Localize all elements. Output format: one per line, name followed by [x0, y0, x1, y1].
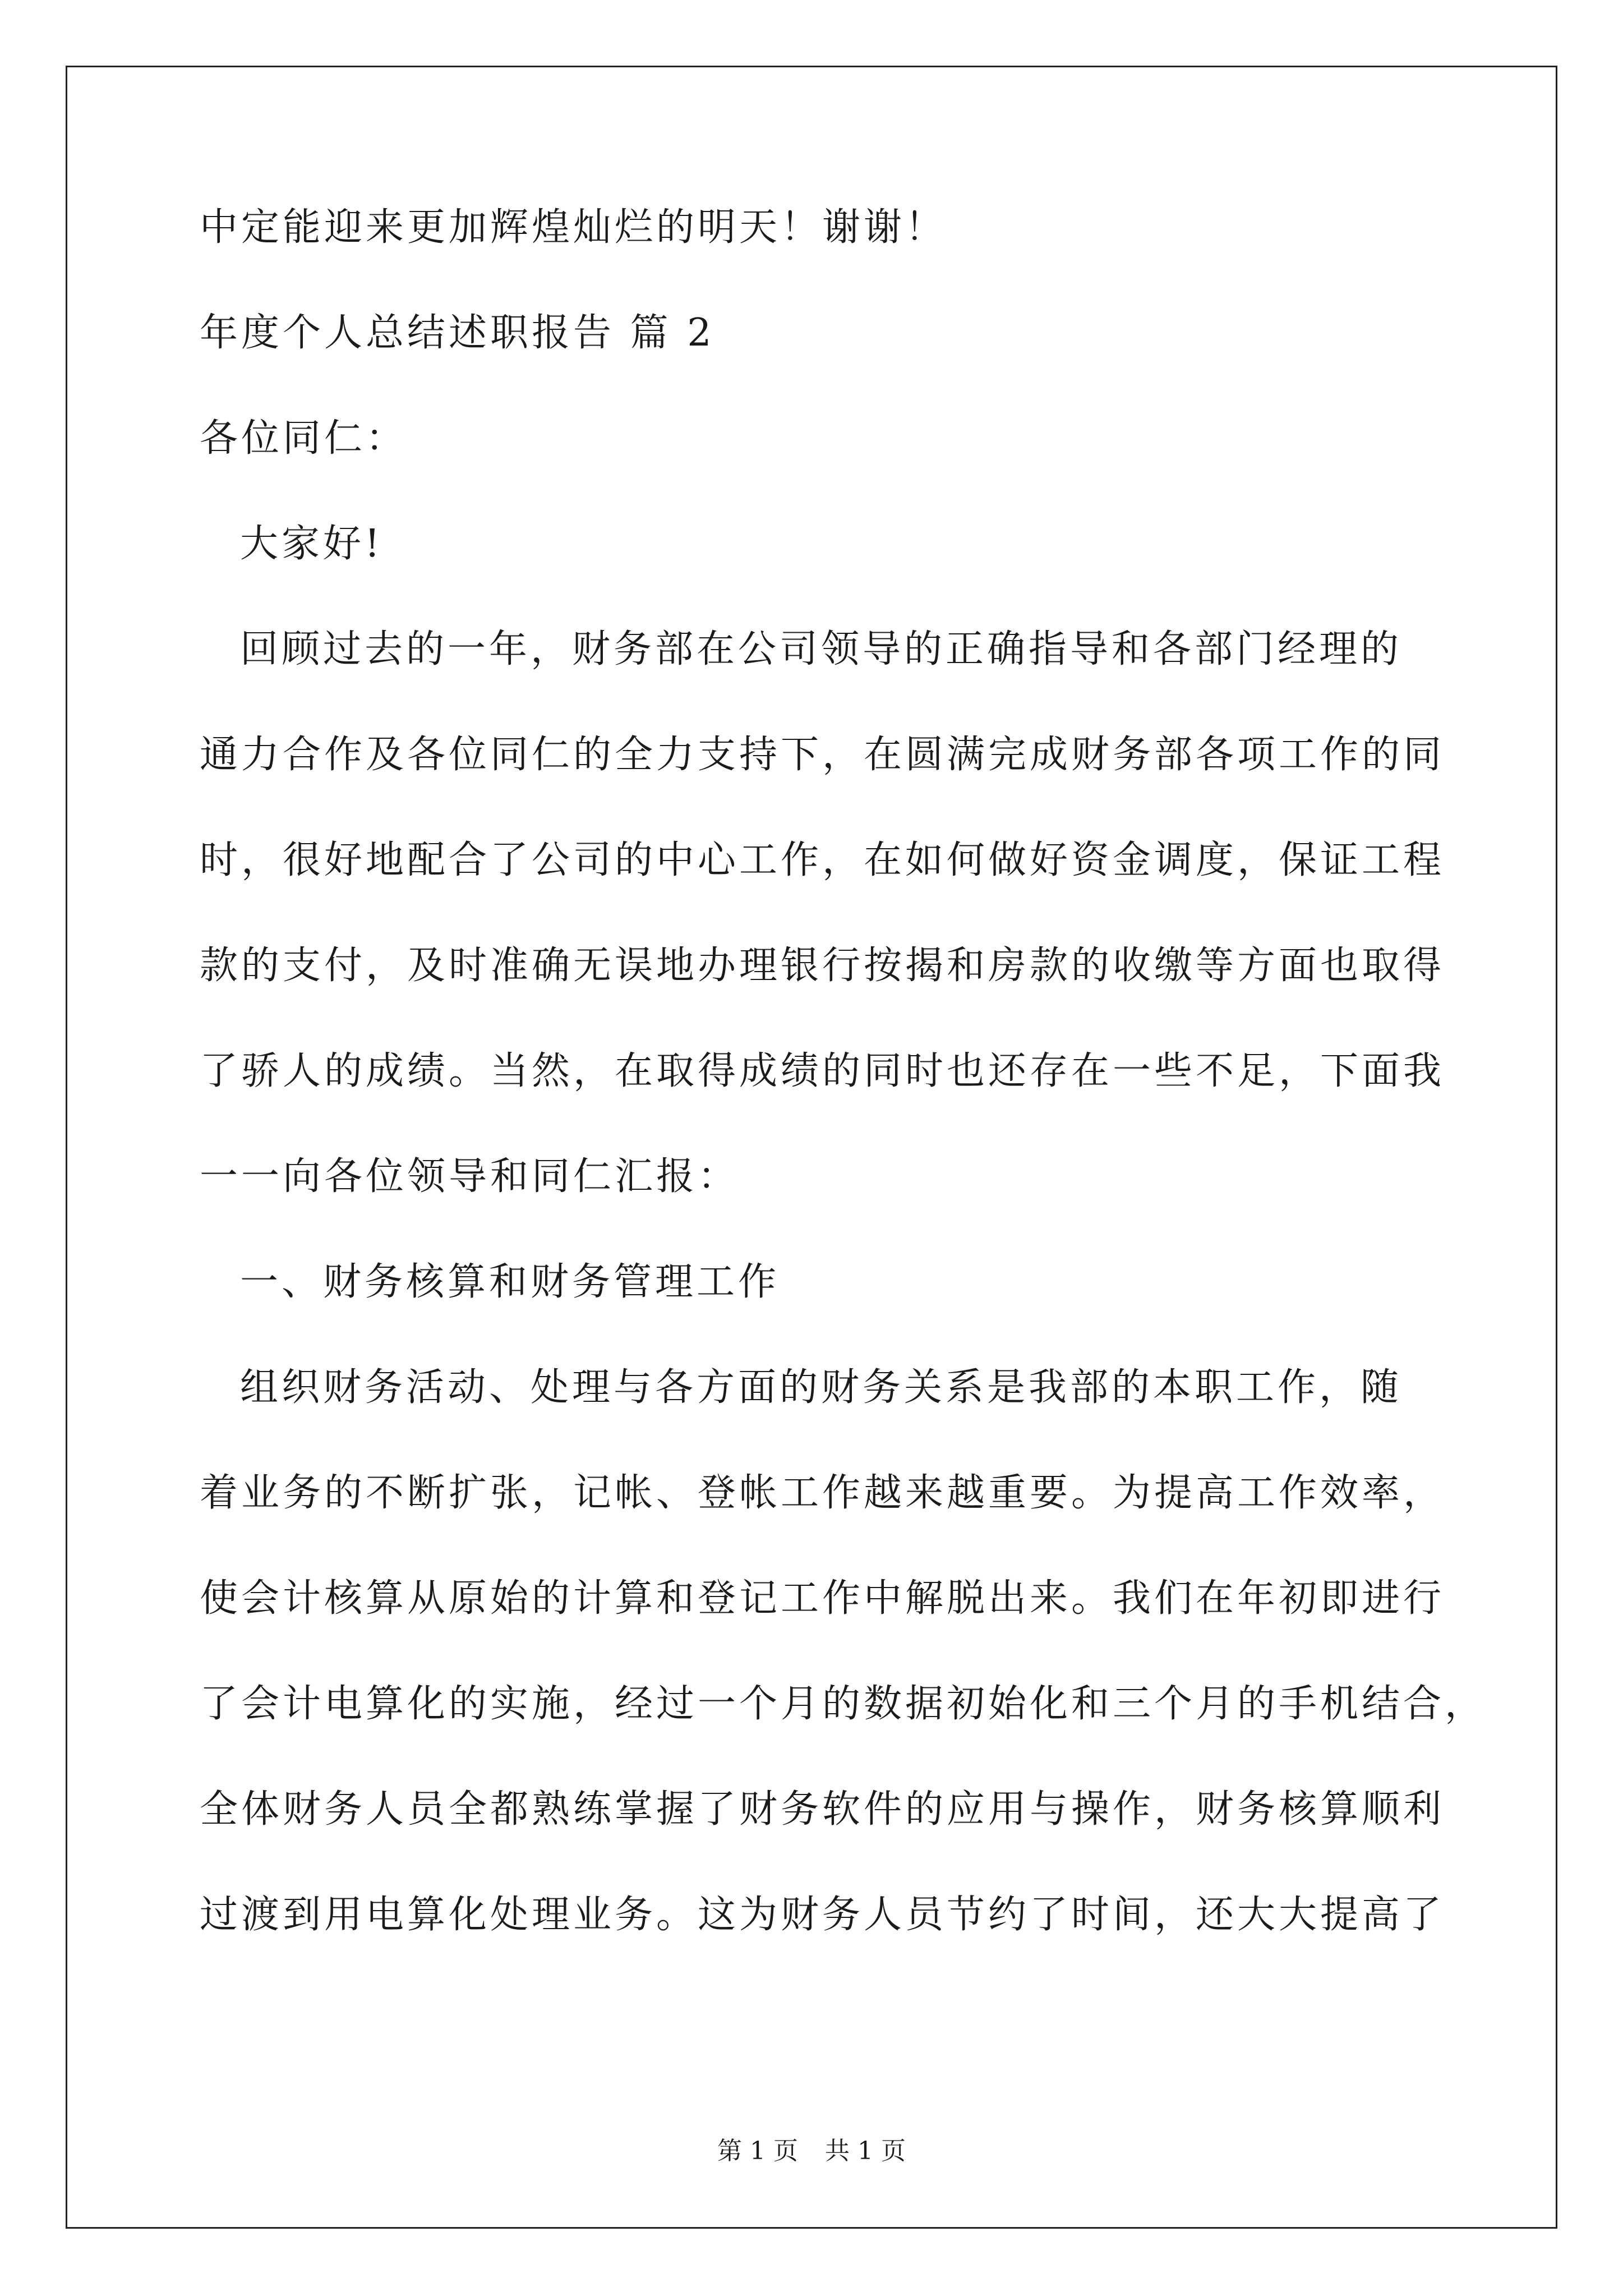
page-total: 共 1 页: [825, 2137, 906, 2165]
body-line: 过渡到用电算化处理业务。这为财务人员节约了时间，还大大提高了: [200, 1893, 1445, 1937]
section-title: 年度个人总结述职报告 篇 2: [200, 311, 715, 355]
salutation: 各位同仁：: [200, 416, 408, 461]
body-line: 一一向各位领导和同仁汇报：: [200, 1154, 740, 1199]
greeting: 大家好!: [240, 522, 384, 566]
body-line: 回顾过去的一年，财务部在公司领导的正确指导和各部门经理的: [240, 627, 1403, 671]
body-line: 全体财务人员全都熟练掌握了财务软件的应用与操作，财务核算顺利: [200, 1787, 1445, 1832]
page-number: 第 1 页: [717, 2137, 798, 2165]
body-line: 组织财务活动、处理与各方面的财务关系是我部的本职工作，随: [240, 1365, 1403, 1410]
body-line: 通力合作及各位同仁的全力支持下，在圆满完成财务部各项工作的同: [200, 733, 1445, 777]
page-footer: [0, 2134, 1623, 2168]
subsection-heading: 一、财务核算和财务管理工作: [240, 1260, 780, 1304]
body-line: 中定能迎来更加辉煌灿烂的明天！谢谢！: [200, 205, 947, 250]
body-line: 时，很好地配合了公司的中心工作，在如何做好资金调度，保证工程: [200, 838, 1445, 882]
body-line: 款的支付，及时准确无误地办理银行按揭和房款的收缴等方面也取得: [200, 944, 1445, 988]
body-line: 了骄人的成绩。当然，在取得成绩的同时也还存在一些不足，下面我: [200, 1049, 1445, 1093]
body-line: 了会计电算化的实施，经过一个月的数据初始化和三个月的手机结合，: [200, 1682, 1487, 1726]
body-line: 着业务的不断扩张，记帐、登帐工作越来越重要。为提高工作效率，: [200, 1471, 1445, 1515]
body-line: 使会计核算从原始的计算和登记工作中解脱出来。我们在年初即进行: [200, 1576, 1445, 1621]
